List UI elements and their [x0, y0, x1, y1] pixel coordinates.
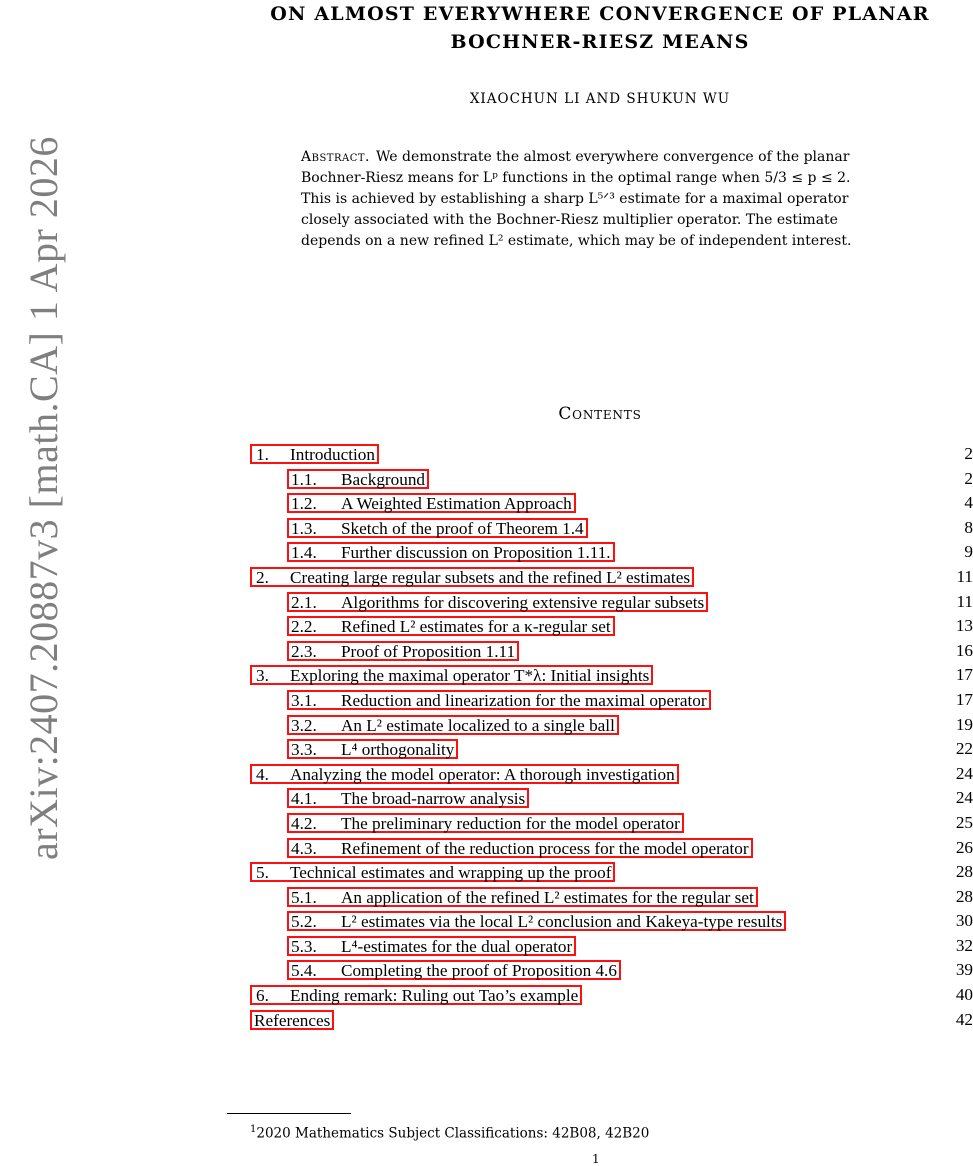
toc-title: The broad-narrow analysis	[341, 789, 526, 809]
toc-title: Refined L² estimates for a κ-regular set	[341, 617, 611, 637]
toc-link[interactable]	[250, 764, 679, 784]
toc-link[interactable]	[287, 690, 711, 710]
toc-link[interactable]	[250, 985, 582, 1005]
toc-title: Algorithms for discovering extensive regular subsets	[341, 592, 705, 612]
arxiv-identifier-stamp: arXiv:2407.20887v3 [math.CA] 1 Apr 2026	[21, 136, 66, 860]
footnote-text: 2020 Mathematics Subject Classifications: 42B08, 42B20	[256, 1125, 650, 1142]
abstract-line-4: closely associated with the Bochner-Riesz multiplier operator. The estimate	[301, 212, 838, 228]
toc-page: 16	[955, 640, 973, 660]
toc-number: 4.1.	[291, 789, 317, 809]
toc-number: 1.2.	[291, 494, 317, 514]
toc-link[interactable]	[287, 813, 684, 833]
toc-row	[250, 518, 973, 543]
contents-heading: Contents	[558, 404, 642, 424]
toc-row	[250, 616, 973, 641]
toc-link[interactable]	[287, 960, 621, 980]
toc-row	[250, 715, 973, 740]
toc-page: 30	[955, 911, 973, 931]
toc-row	[250, 764, 973, 789]
footnote-divider	[227, 1113, 351, 1114]
toc-link[interactable]	[287, 542, 615, 562]
toc-row	[250, 469, 973, 494]
toc-row	[250, 985, 973, 1010]
toc-page: 2	[964, 444, 973, 463]
toc-title: Reduction and linearization for the maximal operator	[341, 690, 707, 710]
toc-number: 1.4.	[291, 543, 317, 563]
paper-authors: XIAOCHUN LI AND SHUKUN WU	[469, 91, 731, 107]
toc-number: 5.	[256, 863, 269, 883]
abstract-line-2: Bochner-Riesz means for Lᵖ functions in the optimal range when 5/3 ≤ p ≤ 2.	[301, 170, 851, 186]
toc-title: Ending remark: Ruling out Tao’s example	[290, 986, 579, 1006]
toc-number: 5.2.	[291, 912, 317, 932]
toc-link[interactable]	[287, 788, 529, 808]
toc-title: Analyzing the model operator: A thorough investigation	[290, 764, 675, 784]
toc-page: 2	[964, 468, 973, 488]
toc-link[interactable]	[287, 838, 753, 858]
toc-page: 8	[964, 517, 973, 537]
toc-row	[250, 862, 973, 887]
toc-page: 11	[956, 591, 973, 611]
abstract-line-3: This is achieved by establishing a sharp L⁵ᐟ³ estimate for a maximal operator	[301, 191, 849, 207]
toc-title: An L² estimate localized to a single ball	[341, 715, 615, 735]
toc-link[interactable]	[250, 862, 615, 882]
toc-number: 2.1.	[291, 592, 317, 612]
toc-row	[250, 665, 973, 690]
toc-page: 22	[955, 739, 973, 759]
toc-page: 4	[964, 493, 973, 513]
toc-title: A Weighted Estimation Approach	[341, 494, 572, 514]
toc-number: 2.3.	[291, 641, 317, 661]
toc-number: 1.3.	[291, 518, 317, 538]
toc-row	[250, 690, 973, 715]
toc-number: 5.3.	[291, 936, 317, 956]
toc-link[interactable]	[287, 592, 708, 612]
toc-title: References	[254, 1010, 331, 1030]
toc-number: 3.3.	[291, 740, 317, 760]
page-number: 1	[592, 1152, 600, 1166]
toc-page: 24	[955, 763, 973, 783]
toc-title: An application of the refined L² estimates for the regular set	[341, 887, 754, 907]
toc-title: Creating large regular subsets and the refined L² estimates	[290, 567, 691, 587]
abstract-line-5: depends on a new refined L² estimate, which may be of independent interest.	[301, 233, 852, 249]
toc-row	[250, 1010, 973, 1035]
toc-link[interactable]	[287, 936, 576, 956]
toc-page: 9	[964, 542, 973, 562]
toc-title: L² estimates via the local L² conclusion and Kakeya-type results	[341, 912, 783, 932]
toc-number: 3.1.	[291, 690, 317, 710]
abstract	[301, 147, 899, 252]
paper-title-line-1: ON ALMOST EVERYWHERE CONVERGENCE OF PLANAR	[270, 3, 930, 25]
toc-title: L⁴-estimates for the dual operator	[341, 936, 573, 956]
toc-number: 5.4.	[291, 961, 317, 981]
paper-title-line-2: BOCHNER-RIESZ MEANS	[450, 31, 750, 53]
toc-title: Completing the proof of Proposition 4.6	[341, 961, 617, 981]
table-of-contents	[250, 444, 973, 1034]
toc-row	[250, 960, 973, 985]
toc-number: 4.3.	[291, 838, 317, 858]
toc-page: 24	[955, 788, 973, 808]
toc-title: Introduction	[290, 445, 375, 464]
toc-row	[250, 838, 973, 863]
toc-number: 4.2.	[291, 813, 317, 833]
toc-link[interactable]	[287, 739, 458, 759]
toc-link-references[interactable]	[250, 1010, 334, 1030]
toc-link[interactable]	[287, 469, 429, 489]
toc-page: 26	[955, 837, 973, 857]
toc-number: 4.	[256, 764, 269, 784]
abstract-line-1	[301, 147, 899, 168]
toc-page: 25	[955, 812, 973, 832]
footnote	[250, 1124, 649, 1142]
paper-title	[250, 0, 950, 56]
toc-row	[250, 936, 973, 961]
toc-page: 28	[955, 886, 973, 906]
toc-number: 2.	[256, 567, 269, 587]
toc-number: 5.1.	[291, 887, 317, 907]
toc-page: 19	[955, 714, 973, 734]
toc-number: 6.	[256, 986, 269, 1006]
toc-page: 17	[955, 665, 973, 685]
abstract-line-1-text: We demonstrate the almost everywhere convergence of the planar	[376, 149, 850, 165]
toc-page: 17	[955, 689, 973, 709]
toc-title: Proof of Proposition 1.11	[341, 641, 516, 661]
toc-row	[250, 493, 973, 518]
toc-row	[250, 739, 973, 764]
toc-link[interactable]	[287, 715, 619, 735]
toc-title: Refinement of the reduction process for the model operator	[341, 838, 749, 858]
toc-page: 13	[955, 616, 973, 636]
toc-title: Exploring the maximal operator T*λ: Initial insights	[290, 666, 650, 686]
toc-row	[250, 788, 973, 813]
toc-link[interactable]	[287, 616, 615, 636]
toc-number: 3.	[256, 666, 269, 686]
toc-page: 32	[955, 935, 973, 955]
toc-page: 28	[955, 862, 973, 882]
toc-link[interactable]	[250, 444, 379, 464]
toc-row	[250, 887, 973, 912]
toc-row	[250, 542, 973, 567]
toc-number: 2.2.	[291, 617, 317, 637]
toc-row	[250, 641, 973, 666]
abstract-heading: Abstract.	[301, 149, 371, 165]
toc-row	[250, 444, 973, 469]
toc-row	[250, 911, 973, 936]
toc-row	[250, 813, 973, 838]
toc-link[interactable]	[287, 887, 758, 907]
toc-link[interactable]	[250, 567, 694, 587]
toc-title: The preliminary reduction for the model operator	[341, 813, 680, 833]
toc-page: 42	[955, 1009, 973, 1029]
toc-link[interactable]	[287, 911, 786, 931]
toc-title: Background	[341, 469, 426, 489]
toc-link[interactable]	[250, 665, 653, 685]
toc-row	[250, 592, 973, 617]
toc-title: Sketch of the proof of Theorem 1.4	[341, 518, 584, 538]
toc-page: 39	[955, 960, 973, 980]
toc-link[interactable]	[287, 518, 588, 538]
toc-title: L⁴ orthogonality	[341, 740, 455, 760]
toc-number: 3.2.	[291, 715, 317, 735]
toc-link[interactable]	[287, 493, 576, 513]
toc-number: 1.	[256, 445, 269, 464]
toc-page: 11	[956, 566, 973, 586]
toc-link[interactable]	[287, 641, 519, 661]
toc-row	[250, 567, 973, 592]
footnote-mark: 1	[250, 1124, 257, 1135]
toc-title: Further discussion on Proposition 1.11.	[341, 543, 611, 563]
toc-page: 40	[955, 985, 973, 1005]
toc-number: 1.1.	[291, 469, 317, 489]
toc-title: Technical estimates and wrapping up the proof	[290, 863, 612, 883]
